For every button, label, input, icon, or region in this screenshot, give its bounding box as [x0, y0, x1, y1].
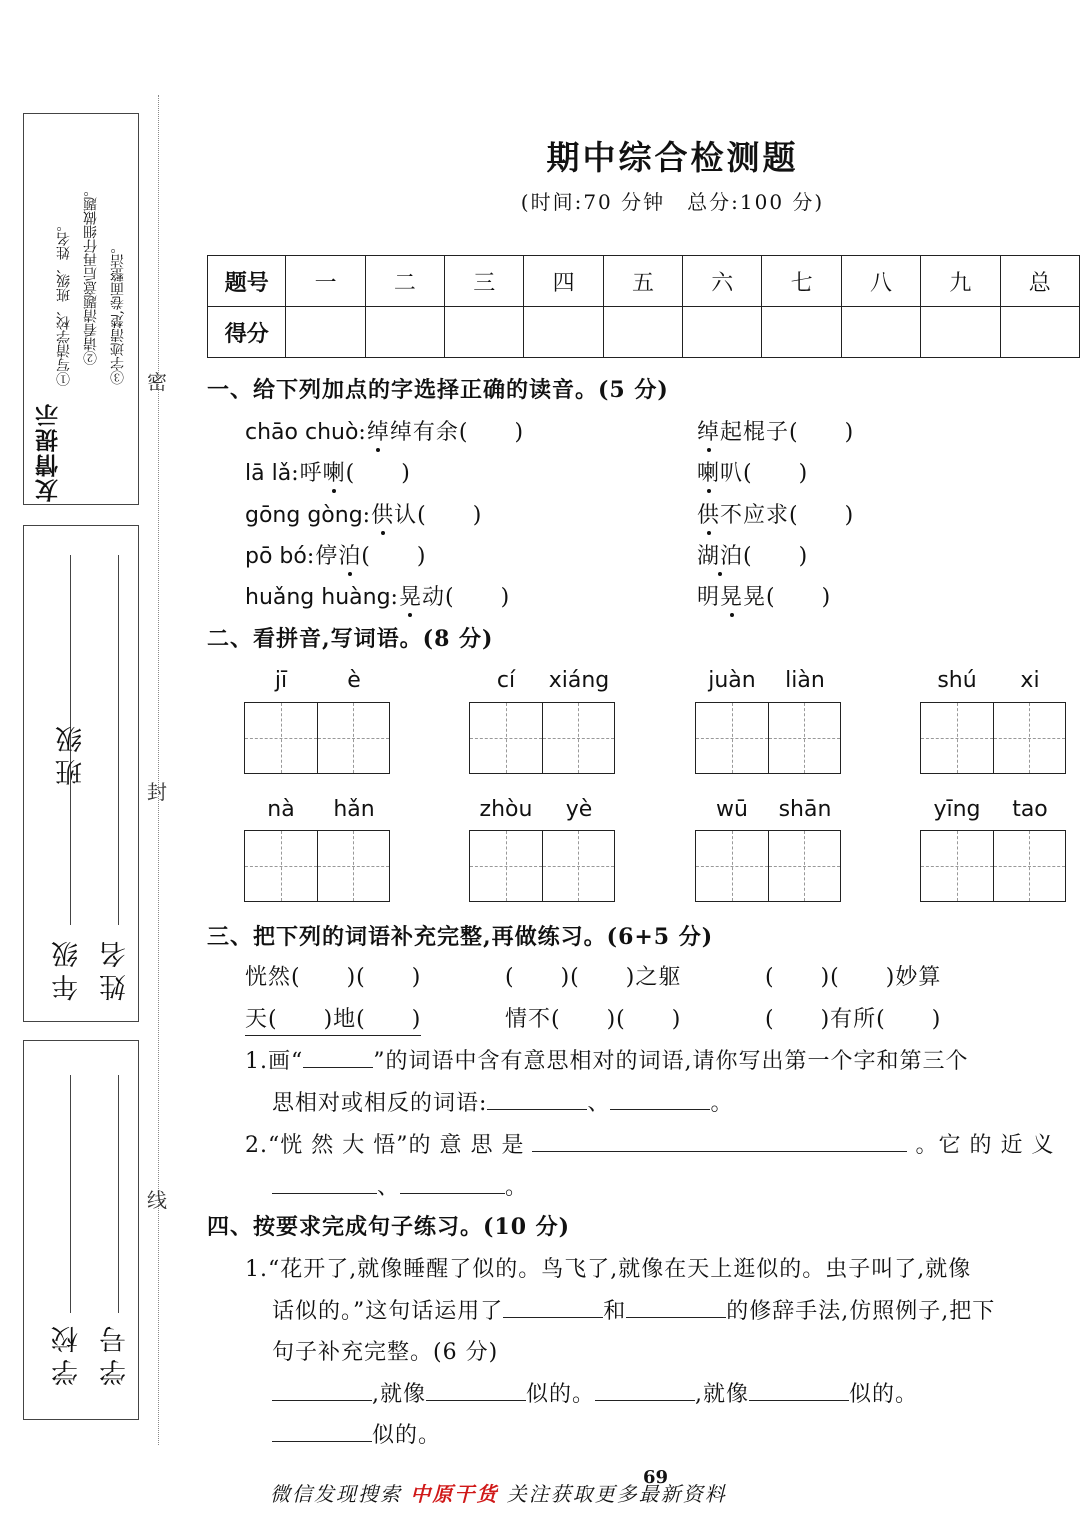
- pinyin-syllable: xi: [1020, 668, 1040, 693]
- score-cell[interactable]: [603, 307, 682, 358]
- tian-grid[interactable]: [244, 702, 390, 774]
- answer-blank[interactable]: [487, 1089, 587, 1110]
- answer-blank[interactable]: [595, 1380, 695, 1401]
- q1-row: chāo chuò:绰绰有余( ): [245, 415, 524, 446]
- tian-grid-cell[interactable]: [994, 703, 1066, 773]
- tian-grid-cell[interactable]: [543, 703, 615, 773]
- q1-row-b: 明晃晃( ): [697, 580, 831, 611]
- class-label: 班级: [56, 720, 87, 786]
- tian-grid-cell[interactable]: [245, 703, 318, 773]
- pinyin-syllable: shú: [937, 668, 977, 693]
- pinyin-syllable: juàn: [708, 668, 756, 693]
- q3-word: ( )有所( ): [765, 1007, 942, 1032]
- page-title: 期中综合检测题: [546, 138, 799, 177]
- tian-grid-cell[interactable]: [769, 831, 841, 901]
- pinyin-syllable: yè: [565, 797, 593, 822]
- q1-title: 一、给下列加点的字选择正确的读音。(5 分): [207, 377, 669, 403]
- pinyin-syllable: liàn: [785, 668, 825, 693]
- q4-line1: 1.“花开了,就像睡醒了似的。鸟飞了,就像在天上逛似的。虫子叫了,就像: [245, 1257, 972, 1282]
- pinyin-syllable: cí: [496, 668, 516, 693]
- answer-blank[interactable]: [626, 1297, 726, 1318]
- page-number: 69: [643, 1467, 669, 1488]
- q1-row-b: 喇叭( ): [697, 456, 808, 487]
- score-cell[interactable]: [1000, 307, 1079, 358]
- tian-grid[interactable]: [469, 830, 615, 902]
- score-col: 六: [683, 256, 762, 307]
- q3-word: ( )( )妙算: [765, 965, 942, 990]
- tian-grid[interactable]: [695, 830, 841, 902]
- q1-row-b: 供不应求( ): [697, 498, 854, 529]
- tian-grid-cell[interactable]: [921, 831, 994, 901]
- q3-word-underlined: 天( )地( ): [245, 1002, 421, 1036]
- footer-brand: 中原干货: [410, 1482, 499, 1506]
- q4-line2: 话似的。”这句话运用了 和 的修辞手法,仿照例子,把下: [272, 1299, 996, 1324]
- q1-row: gōng gòng:供认( ): [245, 498, 482, 529]
- pinyin-syllable: tao: [1012, 797, 1048, 822]
- score-row-label: 得分: [208, 307, 286, 358]
- score-cell[interactable]: [841, 307, 920, 358]
- tian-grid-cell[interactable]: [696, 703, 769, 773]
- tian-grid-cell[interactable]: [318, 703, 390, 773]
- q3-word: ( )( )之躯: [505, 965, 682, 990]
- score-col: 五: [603, 256, 682, 307]
- score-table: [207, 255, 1080, 358]
- tian-grid-cell[interactable]: [470, 831, 543, 901]
- score-cell[interactable]: [286, 307, 365, 358]
- answer-blank[interactable]: [303, 1047, 373, 1068]
- score-row-label: 题号: [208, 256, 286, 307]
- student-no-label: 学号: [100, 1320, 131, 1386]
- pinyin-syllable: è: [347, 668, 361, 693]
- score-col: 九: [921, 256, 1000, 307]
- school-label: 学校: [52, 1320, 83, 1386]
- tian-grid[interactable]: [920, 702, 1066, 774]
- q4-title: 四、按要求完成句子练习。(10 分): [207, 1214, 571, 1240]
- answer-blank[interactable]: [532, 1131, 907, 1152]
- pinyin-syllable: yīng: [933, 797, 981, 822]
- answer-blank[interactable]: [749, 1380, 849, 1401]
- q4-line5: 似的。: [272, 1418, 441, 1449]
- q3-word: 恍然( )( ): [245, 965, 422, 990]
- score-col: 三: [445, 256, 524, 307]
- score-cell[interactable]: [921, 307, 1000, 358]
- score-col: 总: [1000, 256, 1079, 307]
- tip-2: ②请看清题意后再仔细做题。: [83, 183, 99, 365]
- tip-1: ①写清学校、班级、姓名。: [56, 218, 72, 386]
- tips-title: 友情提示: [35, 402, 62, 502]
- q1-row: lā lǎ:呼喇( ): [245, 456, 411, 487]
- pinyin-syllable: hǎn: [333, 797, 375, 822]
- q1-row-b: 湖泊( ): [697, 539, 808, 570]
- q3-sub1-line1: 1.画“ ”的词语中含有意思相对的词语,请你写出第一个字和第三个: [245, 1049, 969, 1074]
- tian-grid-cell[interactable]: [769, 703, 841, 773]
- q3-word: 情不( )( ): [505, 1007, 682, 1032]
- score-cell[interactable]: [683, 307, 762, 358]
- score-col: 二: [365, 256, 444, 307]
- q3-sub1-line2: 思相对或相反的词语: 、 。: [272, 1091, 734, 1116]
- score-cell[interactable]: [762, 307, 841, 358]
- tian-grid-cell[interactable]: [696, 831, 769, 901]
- tian-grid-cell[interactable]: [245, 831, 318, 901]
- tian-grid[interactable]: [695, 702, 841, 774]
- q3-sub2-line2: 、 。: [272, 1170, 528, 1201]
- tian-grid[interactable]: [469, 702, 615, 774]
- footer-ad: 微信发现搜索 中原干货 关注获取更多最新资料: [270, 1482, 727, 1506]
- tian-grid[interactable]: [920, 830, 1066, 902]
- answer-blank[interactable]: [272, 1173, 377, 1194]
- answer-blank[interactable]: [272, 1421, 372, 1442]
- score-col: 一: [286, 256, 365, 307]
- page-subtitle: (时间:70 分钟 总分:100 分): [520, 190, 825, 214]
- q3-title: 三、把下列的词语补充完整,再做练习。(6+5 分): [207, 924, 714, 950]
- tip-3: ③字迹清楚,卷面整洁。: [110, 240, 126, 385]
- q2-title: 二、看拼音,写词语。(8 分): [207, 626, 494, 652]
- tian-grid-cell[interactable]: [470, 703, 543, 773]
- q1-row: pō bó:停泊( ): [245, 539, 426, 570]
- tian-grid-cell[interactable]: [318, 831, 390, 901]
- q4-line4: ,就像 似的。 ,就像 似的。: [272, 1377, 918, 1408]
- score-col: 四: [524, 256, 603, 307]
- seal-line: [158, 95, 159, 1445]
- seal-feng: 封: [147, 780, 167, 804]
- tian-grid-cell[interactable]: [543, 831, 615, 901]
- seal-xian: 线: [147, 1188, 167, 1212]
- tian-grid-cell[interactable]: [994, 831, 1066, 901]
- answer-blank[interactable]: [610, 1089, 710, 1110]
- answer-blank[interactable]: [272, 1380, 372, 1401]
- q3-sub2-line1: 2.“恍 然 大 悟”的 意 思 是 。它 的 近 义: [245, 1133, 1055, 1158]
- pinyin-syllable: zhòu: [479, 797, 533, 822]
- pinyin-syllable: shān: [778, 797, 832, 822]
- score-col: 七: [762, 256, 841, 307]
- pinyin-syllable: xiáng: [548, 668, 610, 693]
- score-col: 八: [841, 256, 920, 307]
- answer-blank[interactable]: [503, 1297, 603, 1318]
- score-cell[interactable]: [445, 307, 524, 358]
- q1-row-b: 绰起棍子( ): [697, 415, 854, 446]
- score-cell[interactable]: [524, 307, 603, 358]
- pinyin-syllable: nà: [267, 797, 295, 822]
- score-cell[interactable]: [365, 307, 444, 358]
- answer-blank[interactable]: [426, 1380, 526, 1401]
- pinyin-syllable: jī: [274, 668, 288, 693]
- tian-grid[interactable]: [244, 830, 390, 902]
- name-label: 姓名: [100, 935, 131, 1001]
- q1-row: huǎng huàng:晃动( ): [245, 580, 510, 611]
- tian-grid-cell[interactable]: [921, 703, 994, 773]
- pinyin-syllable: wū: [716, 797, 748, 822]
- q4-line3: 句子补充完整。(6 分): [272, 1340, 499, 1365]
- grade-label: 年级: [52, 935, 83, 1001]
- answer-blank[interactable]: [400, 1173, 505, 1194]
- seal-mi: 密: [147, 370, 167, 394]
